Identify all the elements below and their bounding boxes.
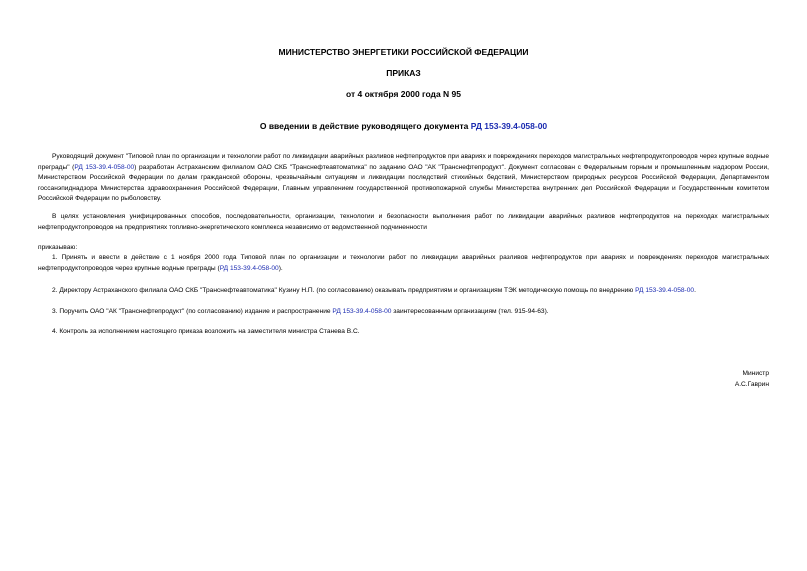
paragraph-intro-text-b: ) разработан Астраханским филиалом ОАО СКБ "Транснефтеавтоматика" по заданию ОАО "АК "Транснефтепродукт". Документ согласован с Федеральным горным и промышленным надзором России, Министерством Российской Федерации по делам гражданской обороны, чрезвычайным ситуациям и ликвидации последствий стихийных бедствий, Министерством природных ресурсов Российской Федерации, Департаментом госсанэпиднадзора Министерства здравоохранения Российской Федерации, Главным управлением государственной противопожарной службы Министерства внутренних дел Российской Федерации и Государственным комитетом Российской Федерации по рыболовству.: [38, 163, 769, 202]
order-word: приказываю:: [38, 244, 78, 251]
order-item-2-text-b: .: [694, 287, 696, 294]
order-item-3: [38, 307, 769, 318]
rd-link-2[interactable]: РД 153-39.4-058-00: [219, 264, 279, 272]
paragraph-intro: [38, 152, 769, 205]
paragraph-purpose: В целях установления унифицированных способов, последовательности, организации, технологии и безопасности выполнения работ по ликвидации аварийных разливов нефтепродуктов на переходах магистральных нефтепродуктопроводов на предприятиях топливно-энергетического комплекса независимо от ведомственной подчиненности: [38, 213, 769, 231]
order-item-1: [38, 253, 769, 274]
order-item-1-text-b: ).: [278, 264, 283, 272]
rd-link-1[interactable]: РД 153-39.4-058-00: [74, 163, 135, 171]
order-item-3-text-b: заинтересованным организациям (тел. 915-94-63).: [391, 308, 549, 315]
document-subject: [0, 121, 807, 131]
rd-link-3[interactable]: РД 153-39.4-058-00: [635, 287, 695, 294]
order-item-3-text-a: 3. Поручить ОАО "АК "Транснефтепродукт" (по согласованию) издание и распространение: [52, 308, 333, 315]
subject-link[interactable]: РД 153-39.4-058-00: [470, 121, 548, 131]
document-type: ПРИКАЗ: [386, 68, 421, 78]
document-date-number: от 4 октября 2000 года N 95: [345, 89, 462, 99]
subject-text: О введении в действие руководящего документа: [259, 121, 471, 131]
paragraph-intro-text-a: Руководящий документ "Типовой план по организации и технологии работ по ликвидации аварийных разливов нефтепродуктов при авариях и повреждениях переходов магистральных нефтепродуктопроводов через крупные водные преграды" (: [38, 153, 769, 171]
signature-title: Министр: [742, 370, 769, 377]
order-item-2-text-a: 2. Директору Астраханского филиала ОАО СКБ "Транснефтеавтоматика" Кузину Н.П. (по согласованию) оказывать предприятиям и организациям ТЭК методическую помощь по внедрению: [52, 287, 636, 294]
order-item-2: [38, 286, 769, 297]
order-item-4: 4. Контроль за исполнением настоящего приказа возложить на заместителя министра Станева В.С.: [52, 328, 360, 335]
signature-name: А.С.Гаврин: [734, 381, 769, 388]
order-item-1-text-a: 1. Принять и ввести в действие с 1 ноября 2000 года Типовой план по организации и технологии работ по ликвидации аварийных разливов нефтепродуктов при авариях и повреждениях переходов магистральных нефтепродуктопроводов через крупные водные преграды (: [38, 254, 769, 272]
rd-link-4[interactable]: РД 153-39.4-058-00: [332, 308, 392, 315]
ministry-heading: МИНИСТЕРСТВО ЭНЕРГЕТИКИ РОССИЙСКОЙ ФЕДЕРАЦИИ: [278, 47, 529, 57]
